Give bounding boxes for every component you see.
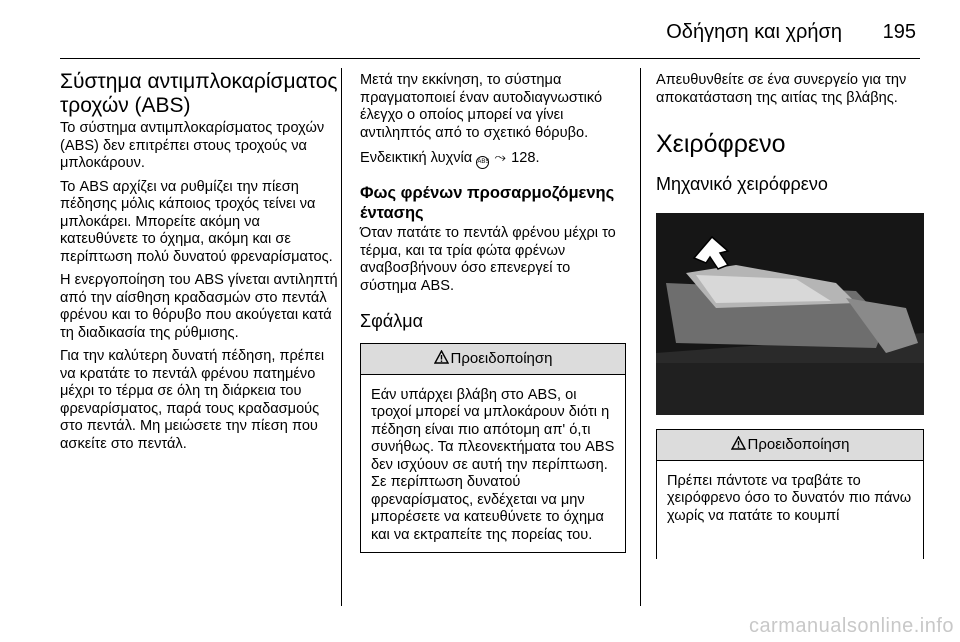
paragraph: Η ενεργοποίηση του ABS γίνεται αντιληπτή από την αίσθηση κραδασμών στο πεντάλ φρένου και το θόρυβο που ακούγεται κατά τη διαδικασία της ρύθμισης. <box>60 272 338 341</box>
page-number: 195 <box>882 21 916 43</box>
column-divider <box>341 68 342 606</box>
page-reference-arrow-icon: ⤳ <box>494 150 507 166</box>
page-reference[interactable]: 128. <box>511 150 540 166</box>
indicator-label: Ενδεικτική λυχνία <box>360 150 473 166</box>
warning-box <box>656 429 924 559</box>
warning-title: Προειδοποίηση <box>747 436 850 453</box>
section-heading-handbrake: Χειρόφρενο <box>656 130 786 158</box>
warning-text: Πρέπει πάντοτε να τραβάτε το χειρόφρενο όσο το δυνατόν πιο πάνω χωρίς να πατάτε το κουμπί <box>667 472 912 524</box>
paragraph: Μετά την εκκίνηση, το σύστημα πραγματοποιεί έναν αυτοδιαγνωστικό έλεγχο ο οποίος μπορεί να γίνει αντιληπτός από το σχετικό θόρυβο. <box>360 72 603 141</box>
column-divider <box>640 68 641 606</box>
paragraph: Απευθυνθείτε σε ένα συνεργείο για την αποκατάσταση της αιτίας της βλάβης. <box>656 72 907 106</box>
paragraph: Το ABS αρχίζει να ρυθμίζει την πίεση πέδησης μόλις κάποιος τροχός τείνει να μπλοκάρει. Μπορείτε ακόμη να κατευθύνετε το όχημα, ακόμη και σε περίπτωση πολύ δυνατού φρεναρίσματος. <box>60 178 333 265</box>
column-1 <box>60 68 338 453</box>
warning-text: Εάν υπάρχει βλάβη στο ABS, οι τροχοί μπορεί να μπλοκάρουν διότι η πέδηση είναι πιο απότομη απ' ό,τι συνήθως. Τα πλεονεκτήματα του ABS δεν ισχύουν σε αυτή την περίπτωση. Σε περίπτωση δυνατού φρεναρίσματος, ενδέχεται να μην μπορέσετε να κατευθύνετε το όχημα και να εκτραπείτε της πορείας του. <box>371 386 615 543</box>
paragraph: Το σύστημα αντιμπλοκαρίσματος τροχών (ABS) δεν επιτρέπει στους τροχούς να μπλοκάρουν. <box>60 120 325 171</box>
running-header-title: Οδήγηση και χρήση <box>666 21 842 43</box>
indicator-reference <box>360 150 626 169</box>
handbrake-photo <box>656 213 924 415</box>
header-rule <box>60 58 920 59</box>
warning-triangle-icon <box>731 436 746 450</box>
section-heading-fault: Σφάλμα <box>360 311 423 331</box>
section-heading-brake-lights: Φως φρένων προσαρμοζόμενης έντασης <box>360 184 615 222</box>
section-heading-abs: Σύστημα αντιμπλοκαρίσματος τροχών (ABS) <box>60 70 338 117</box>
handbrake-illustration <box>656 213 924 415</box>
paragraph: Όταν πατάτε το πεντάλ φρένου μέχρι το τέρμα, και τα τρία φώτα φρένων αναβοσβήνουν όσο επενεργεί το σύστημα ABS. <box>360 225 616 294</box>
column-2 <box>360 68 626 553</box>
warning-title: Προειδοποίηση <box>450 350 553 367</box>
column-3 <box>656 68 924 559</box>
warning-box <box>360 343 626 553</box>
warning-header <box>657 430 923 461</box>
subsection-heading-manual-handbrake: Μηχανικό χειρόφρενο <box>656 174 828 194</box>
warning-header <box>361 344 625 375</box>
warning-triangle-icon <box>434 350 449 364</box>
watermark: carmanualsonline.info <box>748 615 954 637</box>
abs-warning-lamp-icon: ABS <box>476 156 489 169</box>
paragraph: Για την καλύτερη δυνατή πέδηση, πρέπει να κρατάτε το πεντάλ φρένου πατημένο μέχρι το τέρμα σε όλη τη διάρκεια του φρεναρίσματος, παρά τους κραδασμούς στο πεντάλ. Μη μειώσετε την πίεση που ασκείτε στο πεντάλ. <box>60 348 325 452</box>
